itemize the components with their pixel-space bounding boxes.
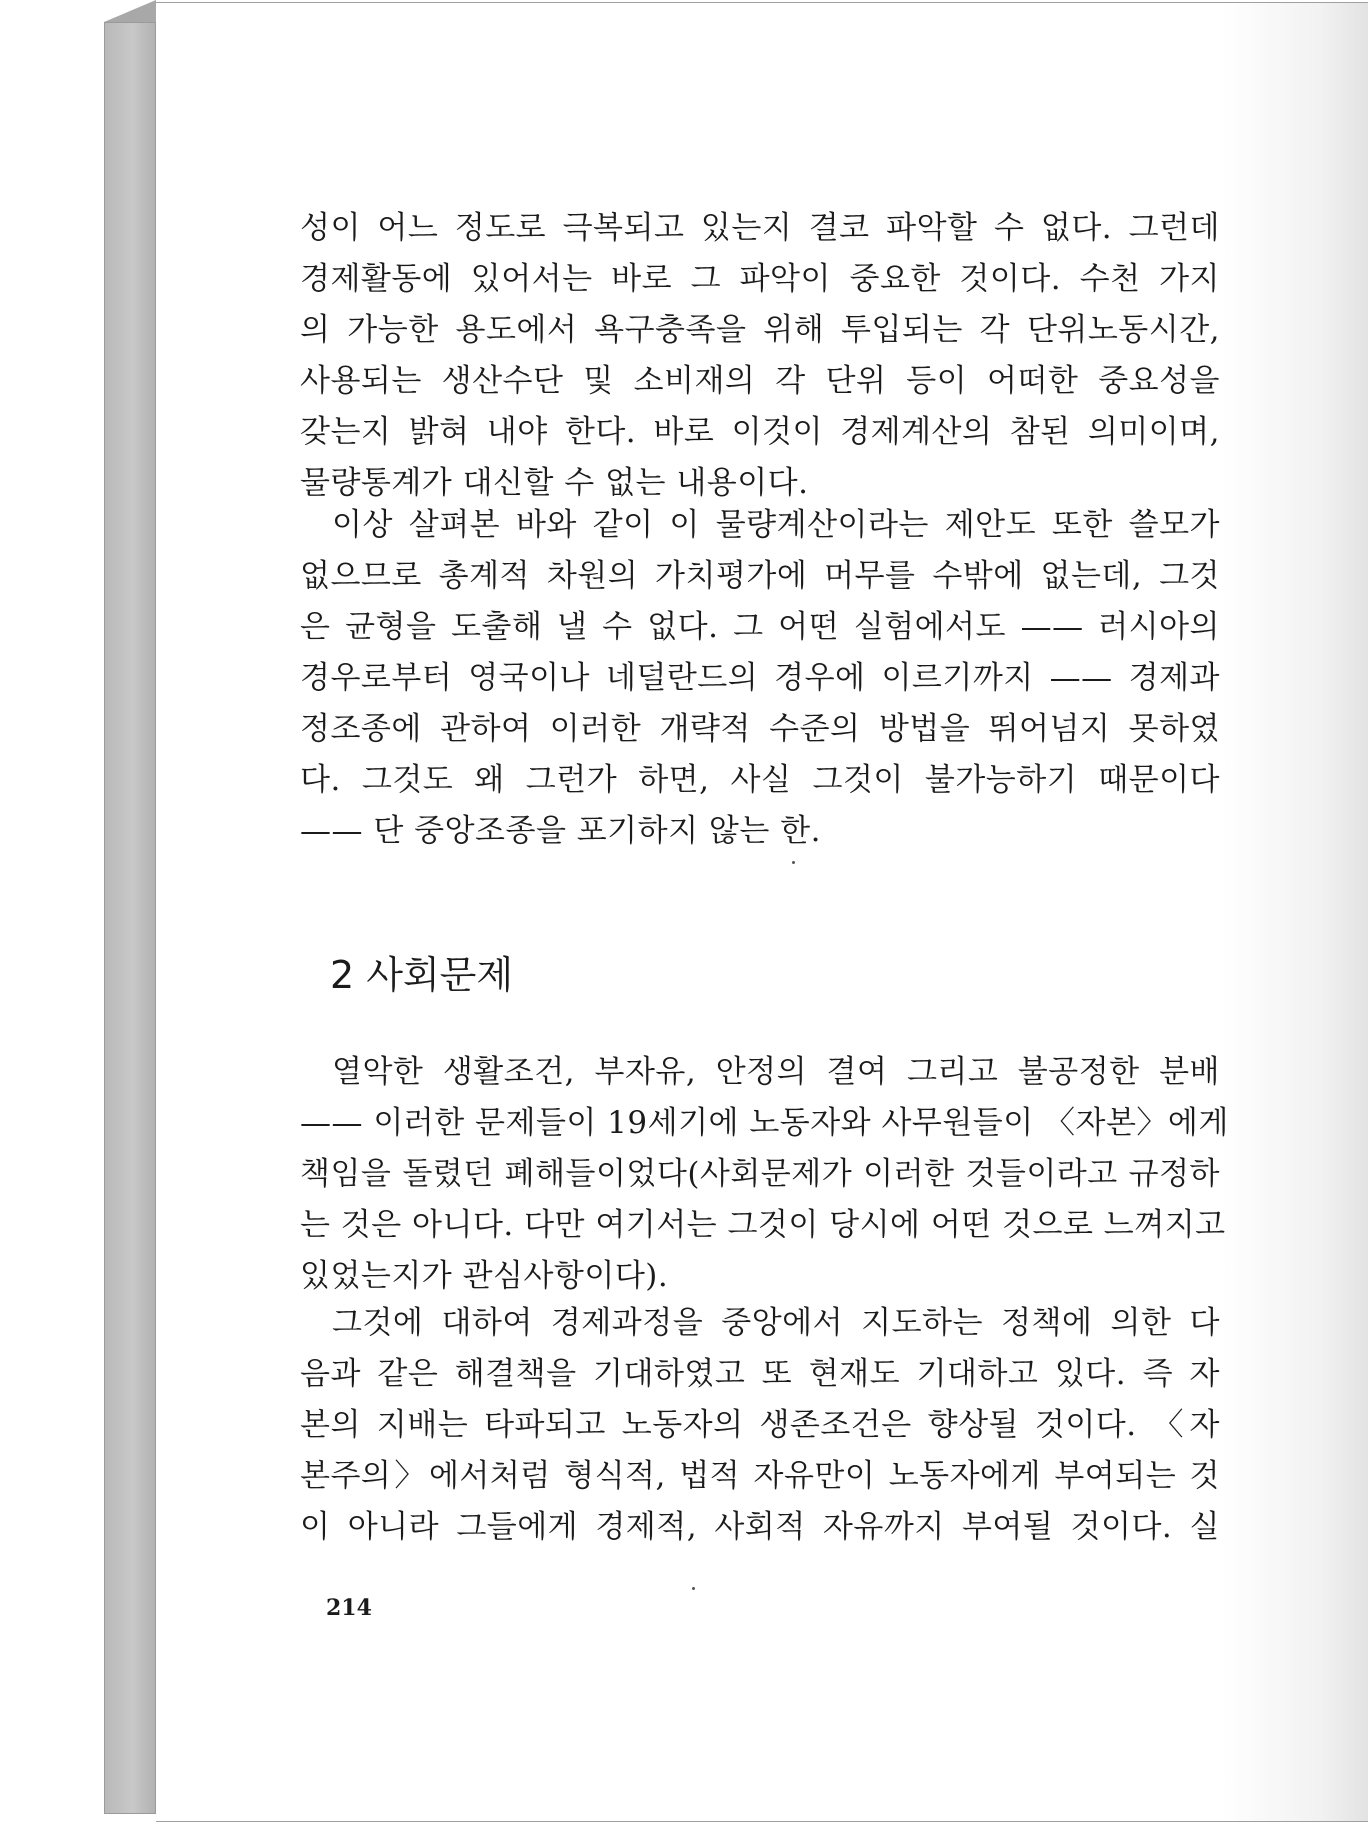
text-line: 이상 살펴본 바와 같이 이 물량계산이라는 제안도 또한 쓸모가 [332,507,1220,543]
text-line: 본주의〉에서처럼 형식적, 법적 자유만이 노동자에게 부여되는 것 [300,1458,1220,1494]
text-line: 갖는지 밝혀 내야 한다. 바로 이것이 경제계산의 참된 의미이며, [300,414,1220,450]
book-spine [104,22,156,1814]
text-line: 의 가능한 용도에서 욕구충족을 위해 투입되는 각 단위노동시간, [300,312,1220,348]
text-line: 그것에 대하여 경제과정을 중앙에서 지도하는 정책에 의한 다 [332,1305,1220,1341]
text-line: —— 이러한 문제들이 19세기에 노동자와 사무원들이 〈자본〉에게 [300,1105,1229,1141]
text-line: —— 단 중앙조종을 포기하지 않는 한. [300,813,821,849]
paragraph-2 [300,500,1220,857]
paragraph-1 [300,203,1220,509]
text-line: 성이 어느 정도로 극복되고 있는지 결코 파악할 수 없다. 그런데 [300,210,1220,246]
text-line: 본의 지배는 타파되고 노동자의 생존조건은 향상될 것이다. 〈자 [300,1407,1220,1443]
text-line: 사용되는 생산수단 및 소비재의 각 단위 등이 어떠한 중요성을 [300,363,1220,399]
text-line: 정조종에 관하여 이러한 개략적 수준의 방법을 뛰어넘지 못하였 [300,711,1220,747]
book-spine-top [104,0,156,22]
scan-speck [792,861,795,864]
text-line: 이 아니라 그들에게 경제적, 사회적 자유까지 부여될 것이다. 실 [300,1509,1220,1545]
text-line: 책임을 돌렸던 폐해들이었다(사회문제가 이러한 것들이라고 규정하 [300,1156,1220,1192]
book-page [156,2,1368,1822]
text-line: 열악한 생활조건, 부자유, 안정의 결여 그리고 불공정한 분배 [332,1054,1220,1090]
text-line: 경우로부터 영국이나 네덜란드의 경우에 이르기까지 —— 경제과 [300,660,1220,696]
text-line: 경제활동에 있어서는 바로 그 파악이 중요한 것이다. 수천 가지 [300,261,1220,297]
text-line: 는 것은 아니다. 다만 여기서는 그것이 당시에 어떤 것으로 느껴지고 [300,1207,1226,1243]
text-line: 다. 그것도 왜 그런가 하면, 사실 그것이 불가능하기 때문이다 [300,762,1220,798]
paragraph-4 [300,1298,1220,1553]
text-line: 없으므로 총계적 차원의 가치평가에 머무를 수밖에 없는데, 그것 [300,558,1220,594]
text-line: 있었는지가 관심사항이다). [300,1258,669,1294]
text-line: 음과 같은 해결책을 기대하였고 또 현재도 기대하고 있다. 즉 자 [300,1356,1220,1392]
text-line: 은 균형을 도출해 낼 수 없다. 그 어떤 실험에서도 —— 러시아의 [300,609,1220,645]
page-number: 214 [326,1595,372,1621]
paragraph-3 [300,1047,1229,1302]
scan-speck [692,1587,695,1590]
text-line: 물량통계가 대신할 수 없는 내용이다. [300,465,809,501]
section-heading: 2 사회문제 [330,953,514,997]
